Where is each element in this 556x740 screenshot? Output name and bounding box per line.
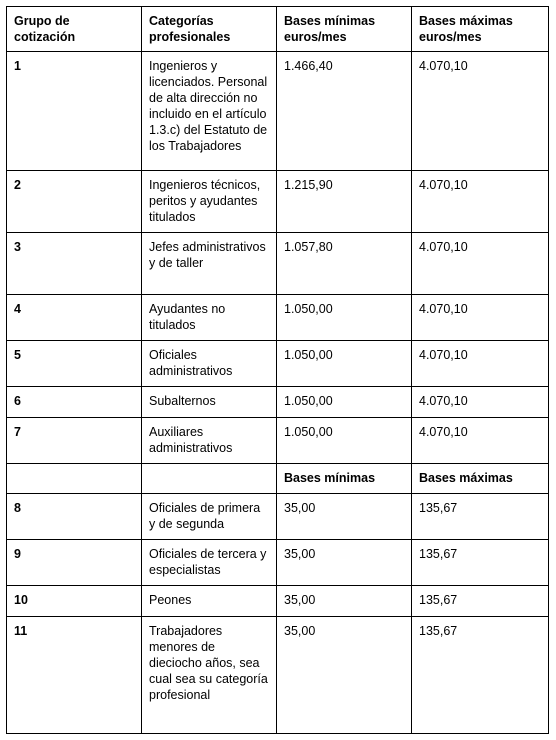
table-row xyxy=(7,540,549,586)
table-row xyxy=(7,586,549,617)
min-base-cell: 1.050,00 xyxy=(277,387,412,418)
max-base-cell: 4.070,10 xyxy=(412,233,549,295)
subheader-max-base-cell: Bases máximas xyxy=(412,464,549,494)
min-base-cell: 35,00 xyxy=(277,617,412,734)
group-cell: 7 xyxy=(7,418,142,464)
table-body xyxy=(7,52,549,734)
min-base-cell: 35,00 xyxy=(277,494,412,540)
table-row xyxy=(7,295,549,341)
header-max-base: Bases máximas euros/mes xyxy=(412,7,549,52)
category-cell: Oficiales de tercera y especialistas xyxy=(142,540,277,586)
table-row xyxy=(7,341,549,387)
category-cell: Ingenieros y licenciados. Personal de alta dirección no incluido en el artículo 1.3.c) del Estatuto de los Trabajadores xyxy=(142,52,277,171)
table-row xyxy=(7,233,549,295)
group-cell: 8 xyxy=(7,494,142,540)
max-base-cell: 4.070,10 xyxy=(412,52,549,171)
category-cell: Ayudantes no titulados xyxy=(142,295,277,341)
min-base-cell: 1.466,40 xyxy=(277,52,412,171)
max-base-cell: 4.070,10 xyxy=(412,171,549,233)
group-cell: 6 xyxy=(7,387,142,418)
contribution-bases-table xyxy=(6,6,549,734)
max-base-cell: 135,67 xyxy=(412,494,549,540)
category-cell: Trabajadores menores de dieciocho años, sea cual sea su categoría profesional xyxy=(142,617,277,734)
min-base-cell: 1.050,00 xyxy=(277,341,412,387)
min-base-cell: 1.215,90 xyxy=(277,171,412,233)
group-cell: 10 xyxy=(7,586,142,617)
category-cell: Ingenieros técnicos, peritos y ayudantes titulados xyxy=(142,171,277,233)
header-row xyxy=(7,7,549,52)
table-row xyxy=(7,387,549,418)
category-cell: Peones xyxy=(142,586,277,617)
group-cell: 4 xyxy=(7,295,142,341)
table-row xyxy=(7,494,549,540)
max-base-cell: 135,67 xyxy=(412,540,549,586)
header-min-base: Bases mínimas euros/mes xyxy=(277,7,412,52)
table-row xyxy=(7,171,549,233)
group-cell: 11 xyxy=(7,617,142,734)
subheader-category-cell xyxy=(142,464,277,494)
header-group: Grupo de cotización xyxy=(7,7,142,52)
max-base-cell: 135,67 xyxy=(412,617,549,734)
max-base-cell: 4.070,10 xyxy=(412,341,549,387)
header-category: Categorías profesionales xyxy=(142,7,277,52)
min-base-cell: 1.050,00 xyxy=(277,418,412,464)
min-base-cell: 1.057,80 xyxy=(277,233,412,295)
max-base-cell: 4.070,10 xyxy=(412,295,549,341)
table-row xyxy=(7,617,549,734)
group-cell: 5 xyxy=(7,341,142,387)
max-base-cell: 135,67 xyxy=(412,586,549,617)
min-base-cell: 35,00 xyxy=(277,540,412,586)
subheader-group-cell xyxy=(7,464,142,494)
category-cell: Oficiales de primera y de segunda xyxy=(142,494,277,540)
min-base-cell: 1.050,00 xyxy=(277,295,412,341)
subheader-min-base-cell: Bases mínimas xyxy=(277,464,412,494)
group-cell: 2 xyxy=(7,171,142,233)
table-row xyxy=(7,52,549,171)
group-cell: 1 xyxy=(7,52,142,171)
group-cell: 3 xyxy=(7,233,142,295)
subheader-row xyxy=(7,464,549,494)
table-row xyxy=(7,418,549,464)
group-cell: 9 xyxy=(7,540,142,586)
max-base-cell: 4.070,10 xyxy=(412,387,549,418)
min-base-cell: 35,00 xyxy=(277,586,412,617)
category-cell: Jefes administrativos y de taller xyxy=(142,233,277,295)
category-cell: Subalternos xyxy=(142,387,277,418)
category-cell: Oficiales administrativos xyxy=(142,341,277,387)
category-cell: Auxiliares administrativos xyxy=(142,418,277,464)
max-base-cell: 4.070,10 xyxy=(412,418,549,464)
